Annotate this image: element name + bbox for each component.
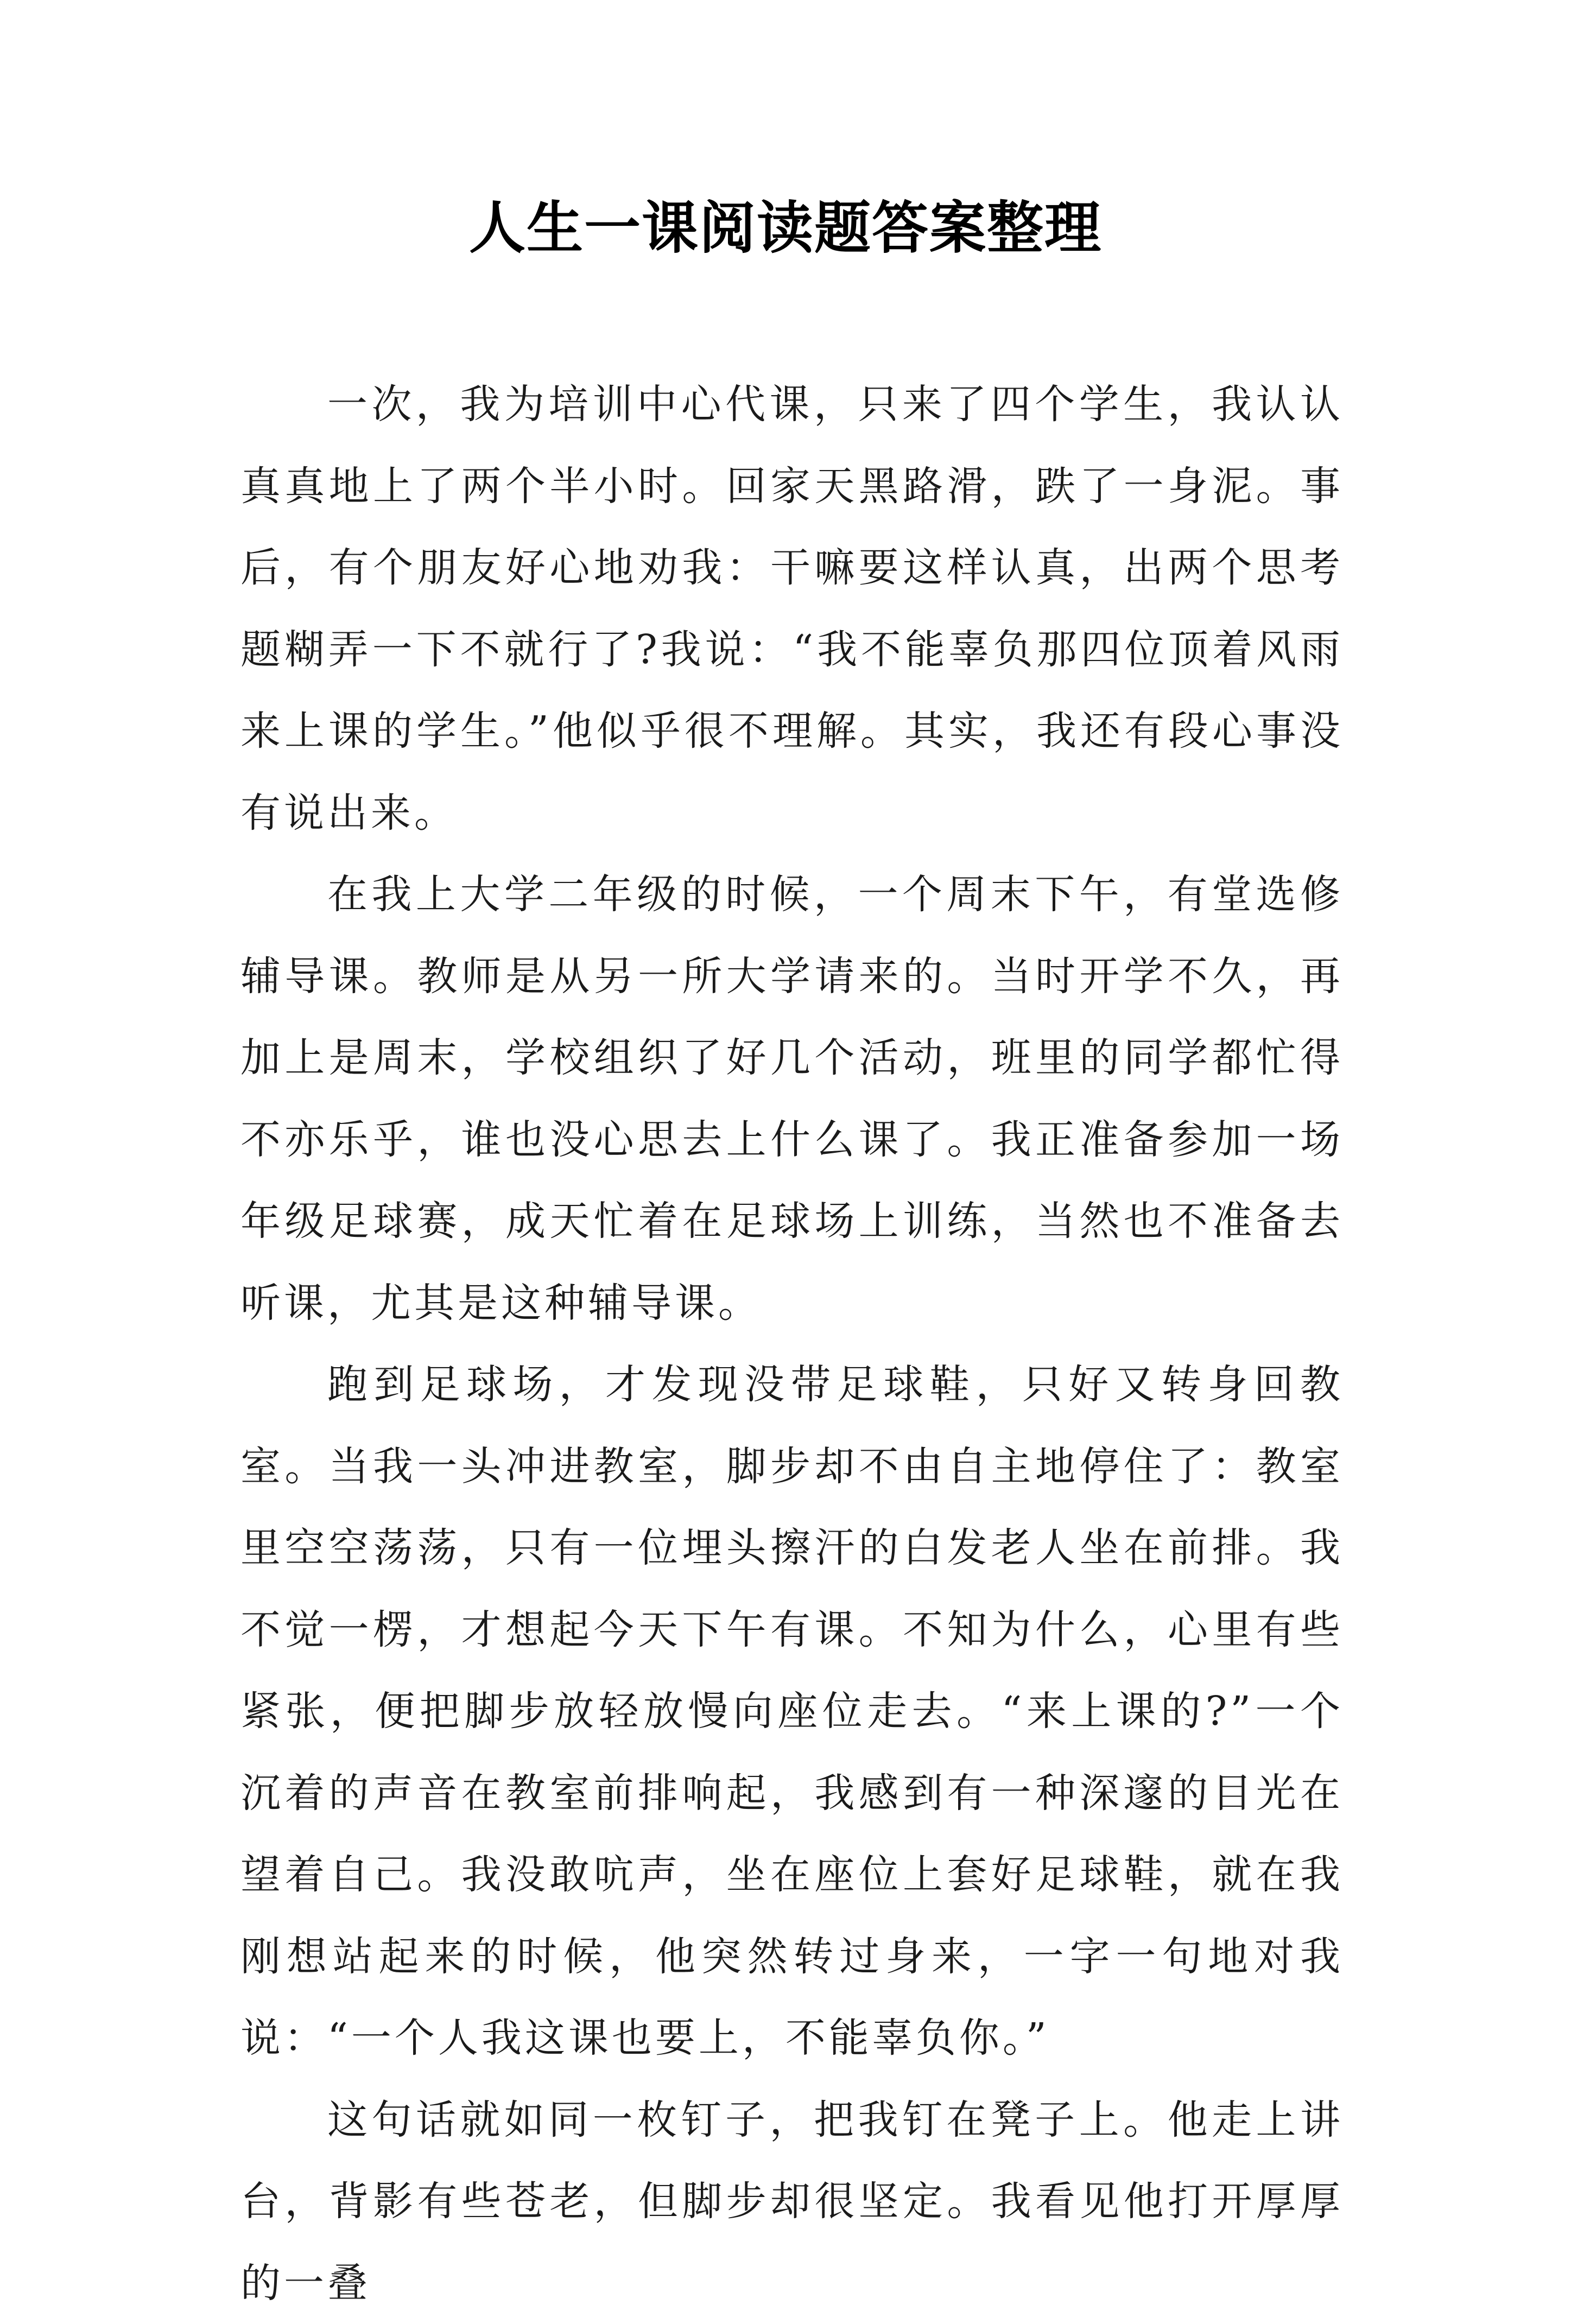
paragraph: 一次，我为培训中心代课，只来了四个学生，我认认真真地上了两个半小时。回家天黑路滑，跌了一身泥。事后，有个朋友好心地劝我：干嘛要这样认真，出两个思考题糊弄一下不就行了?我说：“我不能辜负那四位顶着风雨来上课的学生。”他似乎很不理解。其实，我还有段心事没有说出来。 [240, 364, 1344, 854]
paragraph: 跑到足球场，才发现没带足球鞋，只好又转身回教室。当我一头冲进教室，脚步却不由自主地停住了：教室里空空荡荡，只有一位埋头擦汗的白发老人坐在前排。我不觉一楞，才想起今天下午有课。不知为什么，心里有些紧张，便把脚步放轻放慢向座位走去。“来上课的?”一个沉着的声音在教室前排响起，我感到有一种深邃的目光在望着自己。我没敢吭声，坐在座位上套好足球鞋，就在我刚想站起来的时候，他突然转过身来，一字一句地对我说：“一个人我这课也要上，不能辜负你。” [240, 1344, 1344, 2079]
document-body [240, 364, 1344, 2324]
document-title: 人生一课阅读题答案整理 [0, 193, 1571, 263]
paragraph: 这句话就如同一枚钉子，把我钉在凳子上。他走上讲台，背影有些苍老，但脚步却很坚定。我看见他打开厚厚的一叠 [240, 2079, 1344, 2324]
paragraph: 在我上大学二年级的时候，一个周末下午，有堂选修辅导课。教师是从另一所大学请来的。当时开学不久，再加上是周末，学校组织了好几个活动，班里的同学都忙得不亦乐乎，谁也没心思去上什么课了。我正准备参加一场年级足球赛，成天忙着在足球场上训练，当然也不准备去听课，尤其是这种辅导课。 [240, 854, 1344, 1344]
